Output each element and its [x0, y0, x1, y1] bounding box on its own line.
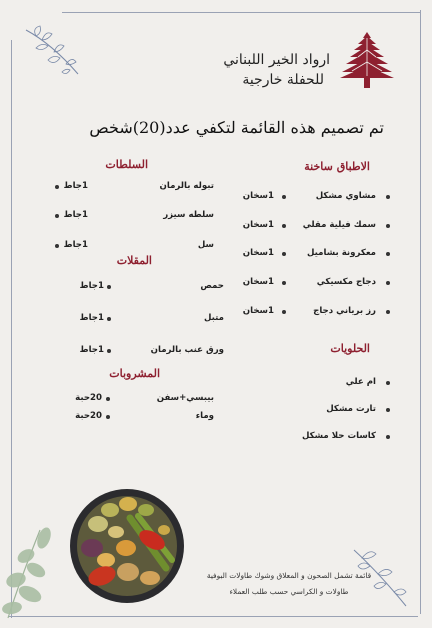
drink-name: بيبسي+سفن — [156, 393, 214, 403]
bullet — [282, 252, 286, 256]
hot-dish-qty: 1سخان — [242, 306, 274, 316]
bullet — [107, 317, 111, 321]
drink-qty: 20حبة — [75, 393, 102, 403]
bullet — [107, 285, 111, 289]
appetizer-name: ورق عنب بالرمان — [150, 345, 224, 355]
salad-name: سل — [197, 240, 214, 250]
section-title-hot-dishes: الاطباق ساخنة — [304, 160, 370, 173]
appetizer-qty: 1جاط — [79, 281, 104, 291]
appetizer-name: متبل — [203, 313, 224, 323]
hot-dish-name: معكرونة بشاميل — [307, 248, 376, 258]
hot-dish-qty: 1سخان — [242, 277, 274, 287]
appetizer-name: حمص — [200, 281, 224, 291]
bullet — [386, 252, 390, 256]
bullet — [386, 224, 390, 228]
hot-dish-name: مشاوي مشكل — [315, 191, 376, 201]
footer — [174, 568, 404, 600]
cedar-tree-icon — [338, 30, 396, 90]
salad-name: تبوله بالرمان — [159, 181, 214, 191]
appetizer-qty: 1جاط — [79, 345, 104, 355]
header-title-line1: ارواد الخير اللبناني — [223, 52, 330, 68]
page-headline: تم تصميم هذه القائمة لتكفي عدد(20)شخص — [89, 118, 384, 137]
hot-dish-name: رز برياني دجاج — [313, 306, 376, 316]
dessert-name: تارت مشكل — [326, 404, 376, 414]
drink-name: وماء — [195, 411, 214, 421]
olive-branch-icon — [22, 24, 84, 80]
bullet — [386, 281, 390, 285]
bullet — [386, 310, 390, 314]
hot-dish-name: سمك فيلية مقلي — [302, 220, 376, 230]
section-title-salads: السلطات — [105, 158, 148, 171]
bullet — [55, 185, 59, 189]
dessert-name: ام علي — [345, 377, 376, 387]
bullet — [107, 349, 111, 353]
frame-right-line — [420, 10, 421, 614]
footer-line2: طاولات و الكراسي حسب طلب العملاء — [229, 587, 349, 596]
hot-dish-qty: 1سخان — [242, 248, 274, 258]
salad-qty: 1جاط — [63, 210, 88, 220]
bullet — [106, 415, 110, 419]
appetizer-qty: 1جاط — [79, 313, 104, 323]
bullet — [282, 281, 286, 285]
footer-line1: قائمة تشمل الصحون و المعلاق وشوك طاولات البوفية — [206, 571, 372, 580]
eucalyptus-leaves-icon — [0, 520, 70, 620]
bullet — [106, 397, 110, 401]
salad-qty: 1جاط — [63, 181, 88, 191]
header-title-line2: للحفلة خارجية — [242, 72, 324, 88]
salad-qty: 1جاط — [63, 240, 88, 250]
drink-qty: 20حبة — [75, 411, 102, 421]
hot-dish-qty: 1سخان — [242, 220, 274, 230]
section-title-appetizers: المقلات — [116, 254, 152, 267]
frame-top-line — [62, 12, 420, 13]
section-title-drinks: المشروبات — [109, 367, 160, 380]
bullet — [386, 408, 390, 412]
bullet — [282, 310, 286, 314]
bullet — [386, 195, 390, 199]
bullet — [282, 195, 286, 199]
bullet — [55, 244, 59, 248]
bullet — [55, 214, 59, 218]
section-title-desserts: الحلويات — [330, 342, 370, 355]
bullet — [386, 435, 390, 439]
bullet — [282, 224, 286, 228]
dessert-name: كاسات حلا مشكل — [302, 431, 376, 441]
hot-dish-name: دجاج مكسيكي — [316, 277, 376, 287]
bullet — [386, 381, 390, 385]
hot-dish-qty: 1سخان — [242, 191, 274, 201]
salad-name: سلطه سيزر — [163, 210, 214, 220]
grilled-vegetables-bowl-image — [68, 488, 186, 604]
